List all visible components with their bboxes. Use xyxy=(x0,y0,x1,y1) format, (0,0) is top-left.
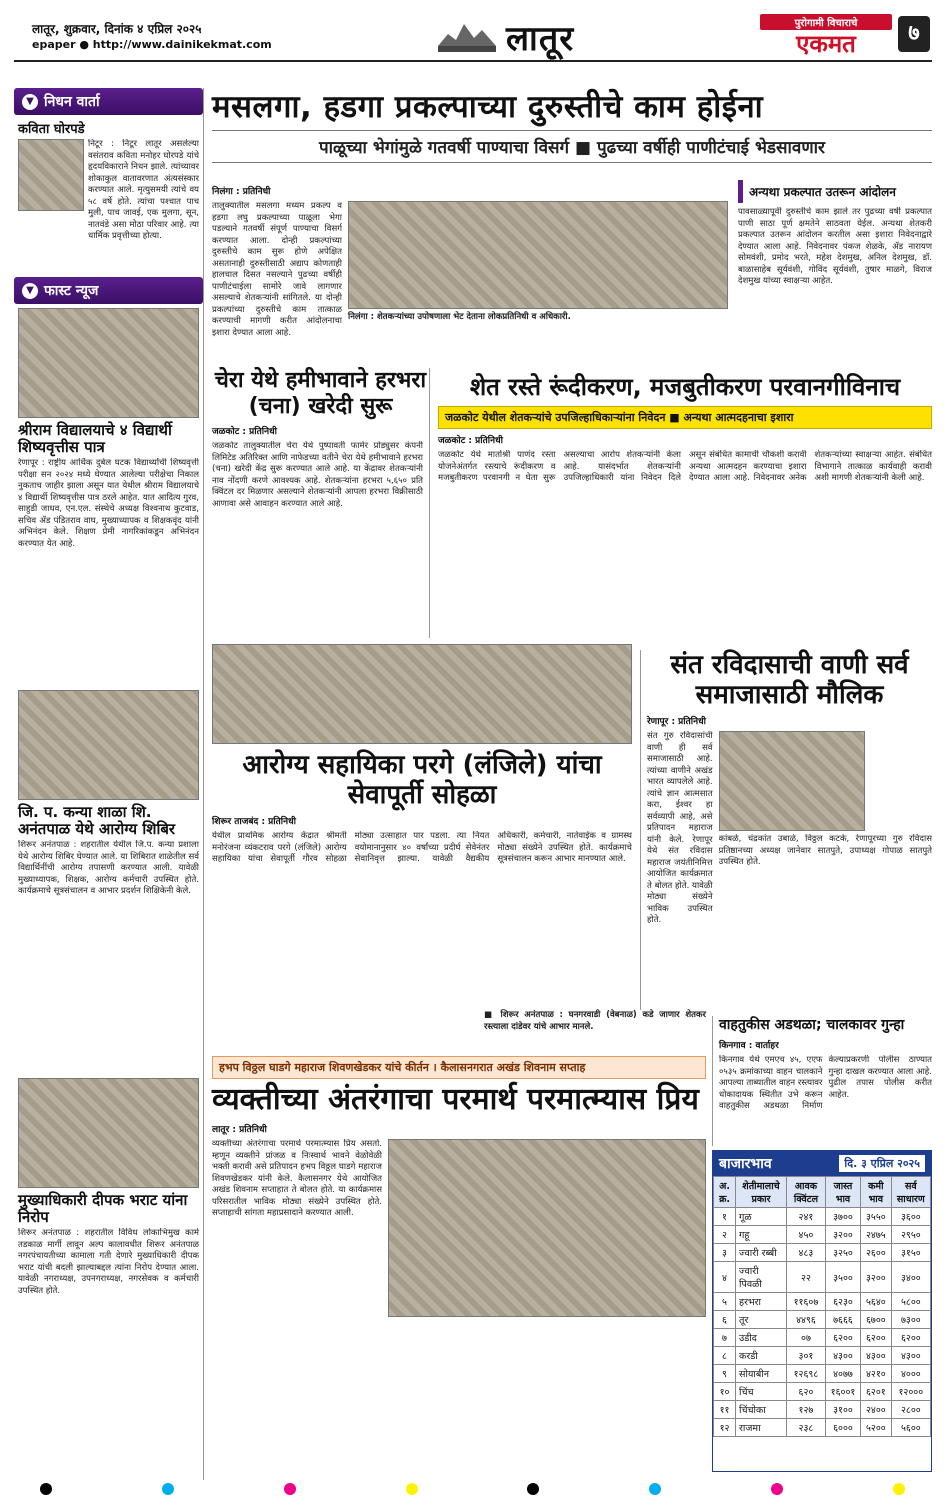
story-scholarship-title: श्रीराम विद्यालयाचे ४ विद्यार्थी शिष्यवृत्तीस पात्र xyxy=(18,421,172,456)
market-rates-header xyxy=(713,1151,931,1176)
table-cell: ४ xyxy=(714,1262,736,1293)
table-row xyxy=(714,1347,931,1365)
crime-byline: किनगाव : वार्ताहर xyxy=(719,1041,779,1051)
table-cell: ६ xyxy=(714,1311,736,1329)
market-rates xyxy=(712,1150,932,1472)
table-cell: चिंचोका xyxy=(736,1401,787,1419)
students-photo xyxy=(18,308,199,418)
table-cell: तूर xyxy=(736,1311,787,1329)
table-cell: ४२१० xyxy=(861,1365,892,1383)
table-cell: २२ xyxy=(786,1262,825,1293)
table-cell: उडीद xyxy=(736,1329,787,1347)
table-cell: १२६९८ xyxy=(786,1365,825,1383)
lead-byline: निलंगा : प्रतिनिधी xyxy=(212,187,271,197)
obituary-name: कविता घोरपडे xyxy=(18,122,85,137)
market-rates-table xyxy=(713,1176,931,1437)
registration-dot-icon xyxy=(406,1483,418,1495)
table-cell: ६२०० xyxy=(891,1329,930,1347)
table-cell: १२७ xyxy=(786,1401,825,1419)
lead-side-box-text: पावसाळ्यापूर्वी दुरुस्तीचे काम झाले तर पुढच्या वर्षी प्रकल्पात पाणी साठा पूर्ण क्षमतेने साठवता येईल. अन्यथा शेतकरी प्रकल्पात उतरून आंदोलन करतील असा इशारा निवेदनाद्वारे देण्यात आला आहे. निवेदनावर पंकज शेळके, ॲड नारायण सोमवंशी, प्रमोद भरते, महेश देशमुख, अनिल देशमुख, डॉ. बाळासाहेब सूर्यवंशी, गोविंद सूर्यवंशी, तुषार माळगे, विराज देशमुख यांच्या स्वाक्षऱ्या आहेत. xyxy=(738,207,932,286)
roads-text: जळकोट येथे मातोश्री पाणंद रस्ता योजनेअंतर्गत रस्त्याचे रूंदीकरण व मजबुतीकरण परवानगी न घेता सुरू असल्याचा आरोप शेतकऱ्यांनी केला आहे. यासंदर्भात शेतकऱ्यांनी उपजिल्हाधिकारी यांना निवेदन दिले असून संबंधित कामाची चौकशी करावी अन्यथा आत्मदहन करण्याचा इशारा देण्यात आला आहे. निवेदनावर अनेक शेतकऱ्यांच्या स्वाक्षऱ्या आहेत. संबंधित विभागाने तात्काळ कार्यवाही करावी अशी मागणी शेतकऱ्यांनी केली आहे. xyxy=(438,450,932,483)
story-farewell-title: मुख्याधिकारी दीपक भराट यांना निरोप xyxy=(18,1191,188,1226)
table-cell: ५६४० xyxy=(861,1293,892,1311)
crime-headline: वाहतुकीस अडथळा; चालकावर गुन्हा xyxy=(719,1017,905,1033)
sevapurti-byline: शिरूर ताजबंद : प्रतिनिधी xyxy=(212,817,296,827)
table-row xyxy=(714,1311,931,1329)
table-cell: १ xyxy=(714,1208,736,1226)
notice-brief xyxy=(484,1010,706,1054)
table-cell: हरभरा xyxy=(736,1293,787,1311)
saint-photo xyxy=(719,731,865,831)
table-cell: ३६०० xyxy=(891,1208,930,1226)
table-cell: २४०० xyxy=(861,1401,892,1419)
sidebar xyxy=(14,88,204,1480)
brand-logo xyxy=(760,14,892,60)
table-cell: ११६०७ xyxy=(786,1293,825,1311)
table-cell: सोयाबीन xyxy=(736,1365,787,1383)
registration-dot-icon xyxy=(893,1483,905,1495)
table-cell: ज्वारी रब्बी xyxy=(736,1244,787,1262)
notice-text: ■ शिरूर अनंतपाळ : घनगरवाडी (वेबनाळ) कडे जाणार शेतकर रस्त्याला दांडेवर यांचे आभार मानले. xyxy=(484,1010,706,1032)
table-cell: ४५० xyxy=(786,1226,825,1244)
chevron-down-icon: ▼ xyxy=(22,283,38,299)
roads-headline: शेत रस्ते रूंदीकरण, मजबुतीकरण परवानगीविनाच xyxy=(469,373,901,401)
harbhara-byline: जळकोट : प्रतिनिधी xyxy=(212,427,277,437)
city-title: लातूर xyxy=(506,19,575,59)
table-cell: ४०७७ xyxy=(825,1365,860,1383)
table-cell: ३७०० xyxy=(825,1208,860,1226)
farewell-photo xyxy=(18,1078,199,1188)
market-rates-title: बाजारभाव xyxy=(719,1156,772,1172)
table-cell: ६००० xyxy=(825,1419,860,1437)
sevapurti-text: येथील प्राथमिक आरोग्य केंद्रात श्रीमती मनोरंजना व्यंकटराव परगे (लंजिले) आरोग्य सहायिका यांचा सेवापूर्ती गौरव सोहळा मोठ्या उत्साहात पार पडला. त्या नियत वयोमानानुसार ४० वर्षांच्या प्रदीर्घ सेवेनंतर सेवानिवृत्त झाल्या. यावेळी वैद्यकीय अधिकारी, कर्मचारी, नातेवाईक व ग्रामस्थ मोठ्या संख्येने उपस्थित होते. कार्यक्रमाचे सूत्रसंचालन करून आभार मानण्यात आले. xyxy=(212,831,632,864)
table-cell: करडी xyxy=(736,1347,787,1365)
obituary-photo xyxy=(18,139,84,211)
story-farewell-text: शिरूर अनंतपाळ : शहरातील विविध लोकाभिमुख कामे तडकाळ मार्गी लावून अल्प कालावधीत शिरूर अनंतपाळ नगरपंचायतीच्या कामाला गती देणारे मुख्याधिकारी दीपक भराट यांची बदली झाल्याबद्दल त्यांना निरोप देण्यात आला. यावेळी नगराध्यक्ष, उपनगराध्यक्ष, नगरसेवक व कर्मचारी उपस्थित होते. xyxy=(18,1228,199,1296)
table-cell: ३४०० xyxy=(891,1262,930,1293)
obituary-section-header xyxy=(14,88,203,115)
table-cell: ५२०० xyxy=(861,1419,892,1437)
table-cell: गहू xyxy=(736,1226,787,1244)
table-cell: २९५० xyxy=(891,1226,930,1244)
felicitation-photo xyxy=(212,644,632,744)
roads-story xyxy=(438,374,932,638)
main-content xyxy=(212,88,932,1480)
obituary-section-label: निधन वार्ता xyxy=(44,94,100,110)
table-cell: १२००० xyxy=(891,1383,930,1401)
story-health-camp-title: जि. प. कन्या शाळा शि. अनंतपाळ येथे आरोग्य शिबिर xyxy=(18,803,176,838)
page-number: ७ xyxy=(898,16,930,52)
crime-story xyxy=(712,1016,932,1146)
table-cell: ४३०० xyxy=(825,1347,860,1365)
fast-news-section-header xyxy=(14,277,203,304)
table-cell: ३१०० xyxy=(825,1401,860,1419)
table-cell: ५ xyxy=(714,1293,736,1311)
lead-side-box-title: अन्यथा प्रकल्पात उतरून आंदोलन xyxy=(738,180,932,203)
registration-dot-icon xyxy=(284,1483,296,1495)
table-row xyxy=(714,1226,931,1244)
kirtan-headline: व्यक्तीच्या अंतरंगाचा परमार्थ परमात्म्यास प्रिय xyxy=(212,1082,699,1117)
market-rates-header-cell: जास्त भाव xyxy=(825,1177,860,1208)
table-cell: ३१५० xyxy=(891,1244,930,1262)
lead-subheadline: पाळूच्या भेगांमुळे गतवर्षी पाण्याचा विसर्ग ■ पुढच्या वर्षीही पाणीटंचाई भेडसावणार xyxy=(212,130,932,163)
table-cell: ६२०० xyxy=(825,1329,860,1347)
health-camp-photo xyxy=(18,690,199,800)
table-cell: ३ xyxy=(714,1244,736,1262)
brand-tagline: पुरोगामी विचाराचे xyxy=(760,14,892,30)
kirtan-subheadline: हभप विठ्ठल घाडगे महाराज शिवणखेडकर यांचे कीर्तन । कैलासनगरात अखंड शिवनाम सप्ताह xyxy=(212,1056,706,1079)
kirtan-photo xyxy=(388,1139,706,1317)
market-rates-header-cell: शेतीमालाचे प्रकार xyxy=(736,1177,787,1208)
table-cell: ३५५० xyxy=(861,1208,892,1226)
table-cell: ७६६६ xyxy=(825,1311,860,1329)
table-cell: २६०० xyxy=(861,1244,892,1262)
table-cell: ६२० xyxy=(786,1383,825,1401)
table-cell: ३०१ xyxy=(786,1347,825,1365)
table-row xyxy=(714,1401,931,1419)
kirtan-text: व्यक्तीच्या अंतरंगाचा परमार्थ परमात्म्यास प्रिय असतो. म्हणून व्यक्तीने प्रांजळ व निःस्वार्थ भावने वेळोवेळी भक्ती करावी असे प्रतिपादन हभप विठ्ठल घाडगे महाराज शिवणखेडकर यांनी केले. कैलासनगर येथे आयोजित अखंड शिवनाम सप्ताहात ते बोलत होते. या कार्यक्रमास परिसरातील भाविक मोठ्या संख्येने उपस्थित होते. सप्ताहाची सांगता महाप्रसादाने करण्यात आली. xyxy=(212,1139,382,1218)
table-cell: ६२३० xyxy=(825,1293,860,1311)
table-cell: ३२०० xyxy=(825,1226,860,1244)
roads-byline: जळकोट : प्रतिनिधी xyxy=(438,436,503,446)
registration-dot-icon xyxy=(527,1483,539,1495)
table-cell: राजमा xyxy=(736,1419,787,1437)
market-rates-header-cell: सर्व साधारण xyxy=(891,1177,930,1208)
sevapurti-headline: आरोग्य सहायिका परगे (लंजिले) यांचा सेवापूर्ती सोहळा xyxy=(242,750,602,810)
table-row xyxy=(714,1293,931,1311)
table-cell: ९ xyxy=(714,1365,736,1383)
lead-photo-caption: निलंगा : शेतकऱ्यांच्या उपोषणाला भेट देताना लोकप्रतिनिधी व अधिकारी. xyxy=(348,312,571,322)
table-cell: ६७०० xyxy=(861,1311,892,1329)
table-cell: २३८ xyxy=(786,1419,825,1437)
district-emblem-icon xyxy=(434,16,500,56)
lead-text: तालुक्यातील मसलगा मध्यम प्रकल्प व हडगा लघु प्रकल्पाच्या पाळूला भेगा पडल्याने गतवर्षी संपूर्ण पाण्याचा विसर्ग करण्यात आला. दोन्ही प्रकल्पांच्या दुरुस्तीचे काम सुरू होणे अपेक्षित असतानाही दुरुस्तीसाठी अद्याप कोणताही हालचाल दिसत नसल्याने पुढच्या वर्षीही पाणीटंचाईला सामोरे जावे लागणार असल्याचे शेतकऱ्यांनी सांगितले. या दोन्ही प्रकल्पांच्या दुरुस्तीचे काम तात्काळ करण्याची मागणी करीत आंदोलनाचा इशारा देण्यात आला आहे. xyxy=(212,201,342,338)
table-cell: ४००० xyxy=(891,1365,930,1383)
obituary-text: निटूर : निटूर लातूर असलेल्या वसंतराव कविता मनोहर घोरपडे यांचे हृदयविकाराने निधन झाले. त्यांच्यावर शोकाकुल वातावरणात अंत्यसंस्कार करण्यात आले. मृत्युसमयी त्यांचे वय ५८ वर्षे होते. त्यांचा पश्चात पाच मुली, पाच जावई, एक मुलगा, सून, नातवंडे असा मोठा परिवार आहे. त्या धार्मिक प्रवृत्तीच्या होत्या. xyxy=(88,139,199,241)
harbhara-headline: चेरा येथे हमीभावाने हरभरा (चना) खरेदी सुरू xyxy=(214,368,427,419)
issue-date: लातूर, शुक्रवार, दिनांक ४ एप्रिल २०२५ xyxy=(32,22,202,36)
market-rates-header-cell: अ. क्र. xyxy=(714,1177,736,1208)
table-cell: २८०० xyxy=(891,1401,930,1419)
fast-news-section-label: फास्ट न्यूज xyxy=(44,283,99,299)
table-row xyxy=(714,1262,931,1293)
kirtan-byline: लातूर : प्रतिनिधी xyxy=(212,1125,267,1135)
lead-side-box xyxy=(738,180,932,362)
table-row xyxy=(714,1419,931,1437)
sevapurti-story xyxy=(212,644,632,1014)
table-cell: ५८०० xyxy=(891,1293,930,1311)
table-cell: १६००१ xyxy=(825,1383,860,1401)
table-cell: ७३०० xyxy=(891,1311,930,1329)
table-cell: ज्वारी पिवळी xyxy=(736,1262,787,1293)
table-cell: ७ xyxy=(714,1329,736,1347)
table-cell: ४३०० xyxy=(891,1347,930,1365)
ravidas-byline: रेणापूर : प्रतिनिधी xyxy=(647,717,706,727)
table-row xyxy=(714,1329,931,1347)
table-cell: ३२५० xyxy=(825,1244,860,1262)
market-rates-date: दि. ३ एप्रिल २०२५ xyxy=(839,1155,925,1172)
table-cell: २ xyxy=(714,1226,736,1244)
table-cell: ०७ xyxy=(786,1329,825,1347)
table-cell: ४४९६ xyxy=(786,1311,825,1329)
registration-dot-icon xyxy=(162,1483,174,1495)
masthead xyxy=(14,14,932,62)
table-cell: ४३०० xyxy=(861,1347,892,1365)
crime-text: किनगाव येथे एमएच ४५, एएफ ०५३५ क्रमांकाच्या वाहन चालकाने आपल्या ताब्यातील वाहन रस्त्यावर धोकादायक स्थितीत उभे करून वाहतुकीस अडथळा निर्माण केल्याप्रकरणी पोलीस ठाण्यात गुन्हा दाखल करण्यात आला आहे. पुढील तपास पोलीस करीत आहेत. xyxy=(719,1055,932,1111)
ravidas-text: संत गुरु रविदासांची वाणी ही सर्व समाजासाठी आहे. त्यांच्या वाणीने अखंड भारत व्यापलेले आहे. त्यांचे ज्ञान आत्मसात करा, ईश्वर हा सर्वव्यापी आहे, असे प्रतिपादन महाराज यांनी केले. रेणापूर येथे संत रविदास महाराज जयंतीनिमित्त आयोजित कार्यक्रमात ते बोलत होते. यावेळी मोठ्या संख्येने भाविक उपस्थित होते. xyxy=(647,731,713,925)
ravidas-headline: संत रविदासाची वाणी सर्व समाजासाठी मौलिक xyxy=(670,650,909,710)
table-cell: ३२०० xyxy=(861,1262,892,1293)
harbhara-text: जळकोट तालुक्यातील चेरा येथे पुष्पावती फार्मर प्रोड्युसर कंपनी लिमिटेड अतिरिक्त आणि नाफेडच्या वतीने चेरा येथे हमीभावाने हरभरा (चना) खरेदी केंद्र सुरू करण्यात आले आहे. या केंद्रावर शेतकऱ्यांनी नाव नोंदणी करणे आवश्यक आहे. शेतकऱ्यांना हरभरा ५,६५० प्रति क्विंटल दर मिळणार असल्याने शेतकऱ्यांनी आपला हरभरा विक्रीसाठी आणावा असे आवाहन करण्यात आले आहे. xyxy=(212,441,423,509)
chevron-down-icon: ▼ xyxy=(22,94,38,110)
table-row xyxy=(714,1365,931,1383)
table-cell: ११ xyxy=(714,1401,736,1419)
market-rates-header-cell: कमी भाव xyxy=(861,1177,892,1208)
table-cell: १२ xyxy=(714,1419,736,1437)
table-cell: ५६०० xyxy=(891,1419,930,1437)
registration-dot-icon xyxy=(40,1483,52,1495)
epaper-link[interactable]: epaper ● http://www.dainikekmat.com xyxy=(32,38,272,51)
table-row xyxy=(714,1208,931,1226)
protest-photo xyxy=(348,201,728,309)
table-cell: २४१ xyxy=(786,1208,825,1226)
story-health-camp-text: शिरूर अनंतपाळ : शहरातील येथील जि.प. कन्या प्रशाला येथे आरोग्य शिबिर घेण्यात आले. या शिबिरात शाळेतील सर्व विद्यार्थिनींची आरोग्य तपासणी करण्यात आली. यावेळी मुख्याध्यापक, शिक्षक, आरोग्य कर्मचारी उपस्थित होते. कार्यक्रमाचे सूत्रसंचालन व आभार प्रदर्शन शिक्षिकेनी केले. xyxy=(18,840,199,896)
kirtan-story xyxy=(212,1082,706,1474)
table-cell: २४७५ xyxy=(861,1226,892,1244)
table-cell: ६२०१ xyxy=(861,1383,892,1401)
ravidas-caption: कांबळे, चंद्रकांत उबाळे, विठ्ठल कटके, रेणापूरच्या गुरु रविदास प्रतिष्ठानच्या अध्यक्ष जानेवार सातपुते, उपाध्यक्ष गोपाळ सातपुते उपस्थित होते. xyxy=(718,834,932,867)
registration-marks xyxy=(40,1482,905,1496)
brand-name: एकमत xyxy=(796,30,856,58)
table-cell: ४८३ xyxy=(786,1244,825,1262)
table-cell: चिंच xyxy=(736,1383,787,1401)
lead-story xyxy=(212,180,732,360)
table-row xyxy=(714,1383,931,1401)
table-cell: गूळ xyxy=(736,1208,787,1226)
table-row xyxy=(714,1244,931,1262)
ravidas-story xyxy=(640,650,932,1010)
table-cell: ३५०० xyxy=(825,1262,860,1293)
table-cell: ६२०० xyxy=(861,1329,892,1347)
registration-dot-icon xyxy=(771,1483,783,1495)
table-cell: ८ xyxy=(714,1347,736,1365)
harbhara-story xyxy=(212,368,430,638)
market-rates-header-cell: आवक क्विंटल xyxy=(786,1177,825,1208)
roads-subheadline: जळकोट येथील शेतकऱ्यांचे उपजिल्हाधिकाऱ्यांना निवेदन ■ अन्यथा आत्मदहनाचा इशारा xyxy=(438,406,932,429)
table-cell: १० xyxy=(714,1383,736,1401)
registration-dot-icon xyxy=(649,1483,661,1495)
lead-headline: मसलगा, हडगा प्रकल्पाच्या दुरुस्तीचे काम होईना xyxy=(212,89,764,125)
story-scholarship-text: रेणापूर : राष्ट्रीय आर्थिक दुर्बल घटक विद्यार्थ्यांची शिष्यवृत्ती परीक्षा सन २०२४ मध्ये घेण्यात आलेल्या परीक्षेचा निकाल नुकताच जाहीर झाला असून यात येथील श्रीराम विद्यालयाचे ४ विद्यार्थी शिष्यवृत्तीस पात्र ठरले आहेत. यात आदित्य गुरव, साहुडी जाधव, एन.एल. संस्थेचे अध्यक्ष विश्वनाथ कुटवाड, सचिव ॲड पंडितराव वाघ, मुख्याध्यापक व शिक्षकवृंद यांनी अभिनंदन केले. शिक्षण प्रेमी नागरिकांकडून अभिनंदन करण्यात येत आहे. xyxy=(18,458,199,549)
